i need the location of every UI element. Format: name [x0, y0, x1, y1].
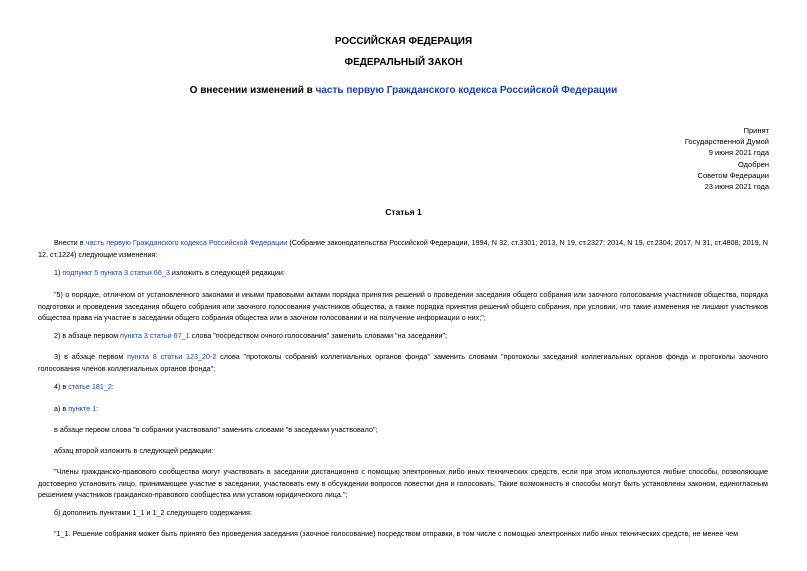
amendment-item-4 — [38, 381, 768, 393]
civil-code-part-one-link[interactable]: часть первую Гражданского кодекса Российской Федерации — [85, 238, 288, 247]
country-heading: РОССИЙСКАЯ ФЕДЕРАЦИЯ — [334, 36, 473, 47]
article-66-3-link[interactable]: подпункт 5 пункта 3 статьи 66_3 — [62, 268, 170, 277]
second-paragraph-instruction: абзац второй изложить в следующей редакции: — [54, 446, 214, 455]
amendment-item-2 — [38, 330, 768, 342]
acceptance-block — [685, 125, 769, 192]
item1-before: 1) — [54, 268, 63, 277]
quoted-second-paragraph: "Члены гражданско-правового сообщества могут участвовать в заседании дистанционно с помощью электронных либо иных технических средств, если при этом используются любые способы, позволяющие достоверно установить лицо, принимающее участие в заседании, участвовать ему в обсуждении вопросов повестки дня и голосовать. Такие возможность и способы могут быть установлены законом, единогласным решением участников гражданско-правового сообщества или уставом юридического лица."; — [38, 467, 768, 500]
intro-after: (Собрание законодательства Российской Федерации, 1994, N 32, ст.3301; 2013, N 19, ст.2327; 2014, N 19, ст.2304; 2017, N 31, ст.4808; 2019, N 12, ст.1224) следующие изменения: — [38, 238, 768, 259]
item2-after: слова "посредством очного голосования" заменить словами "на заседании"; — [189, 331, 448, 340]
council-date: 23 июня 2021 года — [704, 182, 769, 192]
item4-before: 4) в — [54, 382, 69, 391]
article-181-2-link[interactable]: статье 181_2 — [68, 382, 112, 391]
subitem-a-after: : — [96, 404, 99, 413]
state-duma-label: Государственной Думой — [684, 137, 769, 147]
item3-before: 3) в абзаце первом — [54, 352, 128, 361]
subitem-a — [38, 403, 768, 415]
item4-after: : — [111, 382, 114, 391]
point-1-link[interactable]: пункте 1 — [68, 404, 97, 413]
law-type-heading: ФЕДЕРАЛЬНЫЙ ЗАКОН — [344, 57, 463, 68]
article-123-20-2-link[interactable]: пункта 8 статьи 123_20-2 — [127, 352, 217, 361]
subitem-b: б) дополнить пунктами 1_1 и 1_2 следующего содержания: — [54, 508, 252, 517]
article-67-1-link[interactable]: пункта 3 статьи 67_1 — [120, 331, 190, 340]
article-heading: Статья 1 — [385, 207, 422, 217]
accepted-label: Принят — [743, 126, 769, 135]
federation-council-label: Советом Федерации — [697, 170, 769, 180]
article-intro — [38, 237, 768, 260]
amendment-item-1 — [38, 267, 768, 279]
item1-after: изложить в следующей редакции: — [169, 268, 285, 277]
civil-code-link[interactable]: часть первую Гражданского кодекса Российской Федерации — [315, 85, 618, 96]
quoted-point-1-1: "1_1. Решение собрания может быть принято без проведения заседания (заочное голосование) посредством отправки, в том числе с помощью электронных либо иных технических средств, не менее чем — [54, 529, 739, 538]
law-title-prefix: О внесении изменений в — [189, 85, 316, 96]
quoted-subparagraph-5: "5) о порядке, отличном от установленного законами и иными правовыми актами порядка принятия решений о проведении заседания общего собрания или заочного голосования участников общества, порядка подготовки и проведения заседания общего собрания или заочного голосования участников общества, а также порядка принятия решений общего собрания, при условии, что такие изменения не лишают участников общества права на участие в заседании общего собрания общества или в заочном голосовании и на получение информации о них;"; — [38, 290, 768, 323]
intro-before: Внести в — [54, 238, 86, 247]
item2-before: 2) в абзаце первом — [54, 331, 121, 340]
item3-after: слова "протоколы собраний коллегиальных органов фонда" заменить словами "протоколы заседаний коллегиальных органов фонда и протоколы заочного голосования членов коллегиальных органов фонда"; — [38, 352, 768, 373]
amendment-item-3 — [38, 351, 768, 374]
law-title — [0, 85, 807, 96]
approved-label: Одобрен — [738, 159, 769, 169]
duma-date: 9 июня 2021 года — [708, 148, 769, 158]
subitem-a-before: а) в — [54, 404, 69, 413]
first-paragraph-change: в абзаце первом слова "в собрании участвовало" заменить словами "в заседании участвовало"; — [54, 425, 378, 434]
